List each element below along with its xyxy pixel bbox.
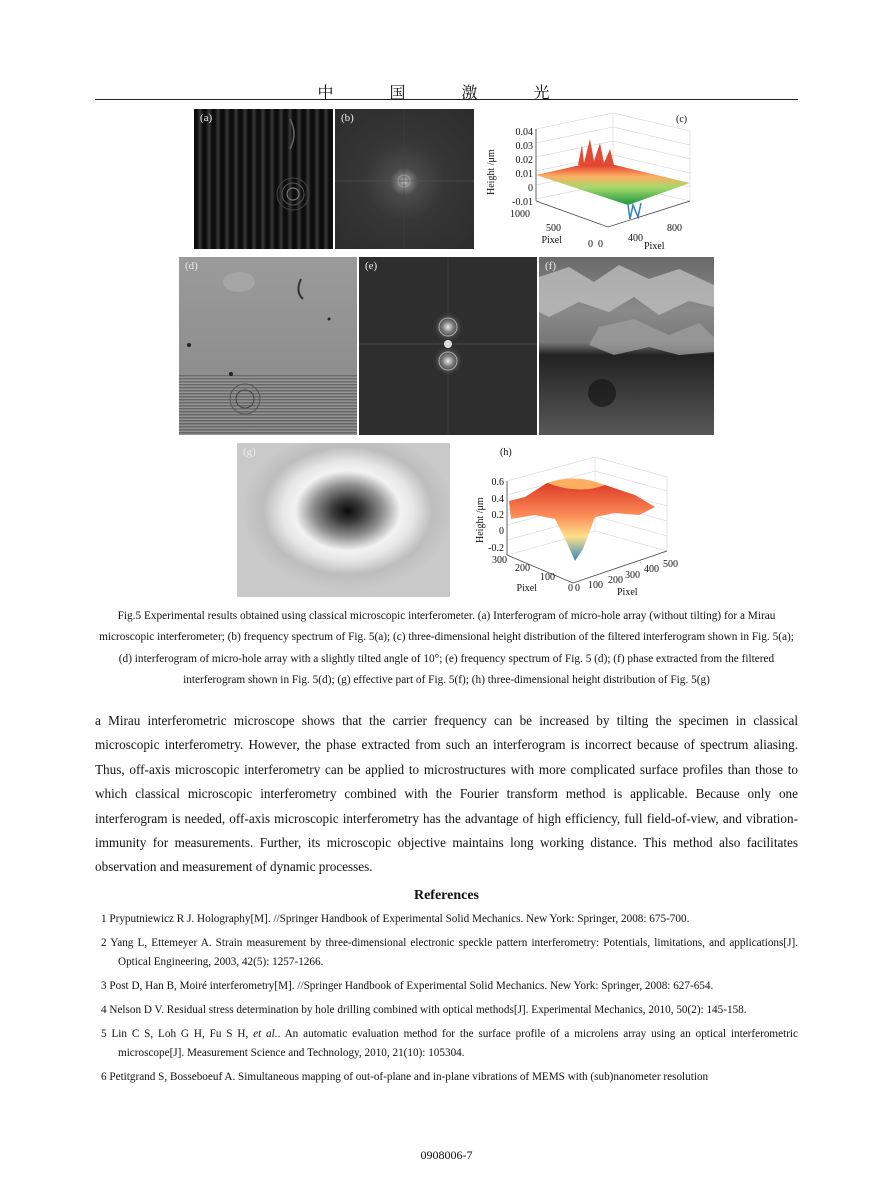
panel-a-interferogram [194,109,333,249]
panel-label-f: (f) [545,260,556,272]
z-tick-c-3: 0.02 [515,155,533,166]
z-label-c: Height /μm [486,149,497,195]
micro-hole-fringes [194,109,333,249]
panel-label-c: (c) [676,114,688,125]
panel-label-e: (e) [365,260,378,272]
panel-d-interferogram [179,257,357,435]
z-tick-c-6: -0.01 [512,197,533,208]
panel-label-d: (d) [185,260,198,272]
figure-caption: Fig.5 Experimental results obtained using classical microscopic interferometer. (a) Interferogram of micro-hole array (without tilting) for a Mirau microscopic interferometer; (b) frequency spectrum of Fig. 5(a); (c) three-dimensional height distribution of the filtered interferogram shown in Fig. 5(a); (d) interferogram of micro-hole array with a slightly tilted angle of 10°; (e) frequency spectrum of Fig. 5 (d); (f) phase extracted from the filtered interferogram shown in Fig. 5(d); (g) effective part of Fig. 5(f); (h) three-dimensional height distribution of Fig. 5(g) [99,610,794,687]
reference-item: 6 Petitgrand S, Bosseboeuf A. Simultaneous mapping of out-of-plane and in-plane vibrations of MEMS with (sub)nanometer resolution [101,1071,709,1083]
y-tick-h-3: 100 [540,572,555,583]
z-tick-c-2: 0.03 [515,141,533,152]
reference-item: 2 Yang L, Ettemeyer A. Strain measurement by three-dimensional electronic speckle pattern interferometry: Potentials, limitations, and applications[J]. Optical Engineering, 2003, 42(5): 1257-1266. [101,937,798,968]
x-tick-h-2: 100 [588,580,603,591]
y-tick-h-4: 0 [568,583,573,594]
y-label-c: Pixel [541,235,562,246]
panel-c-3d-plot [478,109,698,255]
z-tick-h-3: 0.2 [491,510,504,521]
x-tick-h-5: 400 [644,564,659,575]
body-paragraph: a Mirau interferometric microscope shows that the carrier frequency can be increased by tilting the specimen in classical microscopic interferometry. However, the phase extracted from such an interferogram is incorrect because of spectrum aliasing. Thus, off-axis microscopic interferometry can be applied to microstructures with more complicated surface profiles than those to which classical microscopic interferometry combined with the Fourier transform method is applicable. Because only one interferogram is needed, off-axis microscopic interferometry has the advantage of high efficiency, full field-of-view, and vibration-immunity for measurements. Further, its microscopic objective maintains long working distance. This method also facilitates observation and measurement of dynamic processes. [95,713,798,875]
phase-patches [539,257,714,435]
panel-label-g: (g) [243,446,256,458]
reference-rest: . An automatic evaluation method for the surface profile of a microlens array using an optical interferometric microscope[J]. Measurement Science and Technology, 2010, 21(10): 105304. [118,1028,798,1059]
panel-label-h: (h) [500,447,512,458]
z-tick-h-4: 0 [499,526,504,537]
z-tick-c-1: 0.04 [515,127,533,138]
x-tick-h-6: 500 [663,559,678,570]
y-label-h: Pixel [516,583,537,594]
reference-item: 3 Post D, Han B, Moiré interferometry[M]. //Springer Handbook of Experimental Solid Mechanics. New York: Springer, 2008: 627-654. [101,980,714,992]
reference-authors: 5 Lin C S, Loh G H, Fu S H, [101,1028,254,1040]
reference-et-al: et al. [253,1028,278,1040]
y-tick-c-2: 500 [546,223,561,234]
z-tick-h-5: -0.2 [488,543,504,554]
panel-label-b: (b) [341,112,354,124]
page-number: 0908006-7 [420,1148,473,1162]
spectrum-cross [335,109,474,249]
x-label-c: Pixel [644,241,665,252]
x-tick-h-1: 0 [575,583,580,594]
panel-label-a: (a) [200,112,213,124]
x-tick-c-3: 800 [667,223,682,234]
x-tick-c-1: 0 [598,239,603,250]
x-tick-c-2: 400 [628,233,643,244]
y-tick-h-2: 200 [515,563,530,574]
panel-f-phase [539,257,714,435]
plot-h [455,443,687,599]
reference-item: 1 Pryputniewicz R J. Holography[M]. //Springer Handbook of Experimental Solid Mechanics. New York: Springer, 2008: 675-700. [101,913,690,925]
reference-list [101,910,798,1092]
header-rule [95,99,798,100]
x-tick-h-4: 300 [625,570,640,581]
z-tick-h-2: 0.4 [491,494,504,505]
reference-item: 4 Nelson D V. Residual stress determination by hole drilling combined with optical methods[J]. Experimental Mechanics, 2010, 50(2): 145-158. [101,1004,747,1016]
micro-holes-d [179,257,357,435]
reference-item [101,1025,798,1063]
y-tick-h-1: 300 [492,555,507,566]
z-tick-h-1: 0.6 [491,477,504,488]
panel-g-effective-part [237,443,450,597]
references-heading: References [413,888,480,903]
z-tick-c-5: 0 [528,183,533,194]
running-header: 中 国 激 光 [317,85,576,102]
plot-c [478,109,698,255]
y-tick-c-1: 1000 [510,209,530,220]
spectrum-e [359,257,537,435]
panel-h-3d-plot [455,443,687,599]
x-tick-h-3: 200 [608,575,623,586]
panel-e-spectrum [359,257,537,435]
x-label-h: Pixel [617,587,638,598]
z-tick-c-4: 0.01 [515,169,533,180]
panel-b-spectrum [335,109,474,249]
z-label-h: Height /μm [475,497,486,543]
y-tick-c-3: 0 [588,239,593,250]
